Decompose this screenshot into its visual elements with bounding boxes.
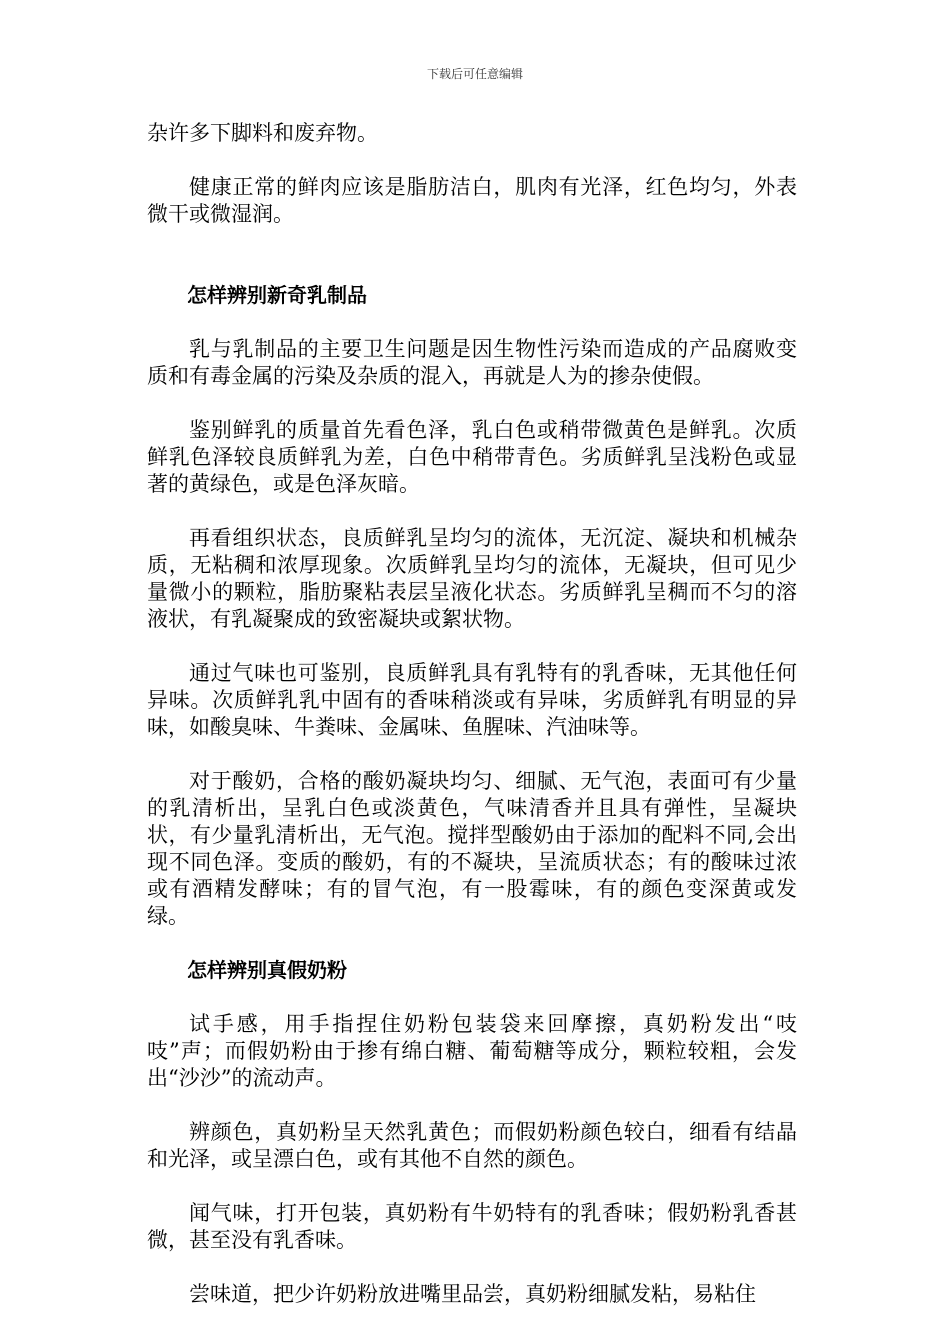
- paragraph-4: 再看组织状态，良质鲜乳呈均匀的流体，无沉淀、凝块和机械杂质，无粘稠和浓厚现象。次质鲜乳呈均匀的流体，无凝块，但可见少量微小的颗粒，脂肪聚粘表层呈液化状态。劣质鲜乳呈稠而不匀的溶液状，有乳凝聚成的致密凝块或絮状物。: [147, 526, 797, 631]
- paragraph-7: 试手感，用手指捏住奶粉包装袋来回摩擦，真奶粉发出“吱吱”声；而假奶粉由于掺有绵白糖、葡萄糖等成分，颗粒较粗，会发出“沙沙”的流动声。: [147, 1012, 797, 1090]
- paragraph-1: 健康正常的鲜肉应该是脂肪洁白，肌肉有光泽，红色均匀，外表微干或微湿润。: [147, 175, 797, 226]
- paragraph-0: 杂许多下脚料和废弃物。: [147, 121, 378, 145]
- section-heading-milk-powder: 怎样辨别真假奶粉: [187, 958, 347, 982]
- paragraph-10: 尝味道，把少许奶粉放进嘴里品尝，真奶粉细腻发粘，易粘住: [189, 1282, 756, 1306]
- page-header: 下载后可任意编辑: [426, 67, 523, 81]
- paragraph-9: 闻气味，打开包装，真奶粉有牛奶特有的乳香味；假奶粉乳香甚微，甚至没有乳香味。: [147, 1201, 797, 1252]
- section-heading-dairy: 怎样辨别新奇乳制品: [187, 283, 367, 307]
- document-body: [147, 120, 797, 1308]
- paragraph-8: 辨颜色，真奶粉呈天然乳黄色；而假奶粉颜色较白，细看有结晶和光泽，或呈漂白色，或有其他不自然的颜色。: [147, 1120, 797, 1171]
- paragraph-6: 对于酸奶，合格的酸奶凝块均匀、细腻、无气泡，表面可有少量的乳清析出，呈乳白色或淡黄色，气味清香并且具有弹性，呈凝块状，有少量乳清析出，无气泡。搅拌型酸奶由于添加的配料不同,会出现不同色泽。变质的酸奶，有的不凝块，呈流质状态；有的酸味过浓或有酒精发酵味；有的冒气泡，有一股霉味，有的颜色变深黄或发绿。: [147, 769, 797, 928]
- paragraph-2: 乳与乳制品的主要卫生问题是因生物性污染而造成的产品腐败变质和有毒金属的污染及杂质的混入，再就是人为的掺杂使假。: [147, 337, 797, 388]
- paragraph-3: 鉴别鲜乳的质量首先看色泽，乳白色或稍带微黄色是鲜乳。次质鲜乳色泽较良质鲜乳为差，白色中稍带青色。劣质鲜乳呈浅粉色或显著的黄绿色，或是色泽灰暗。: [147, 418, 797, 496]
- paragraph-5: 通过气味也可鉴别，良质鲜乳具有乳特有的乳香味，无其他任何异味。次质鲜乳乳中固有的香味稍淡或有异味，劣质鲜乳有明显的异味，如酸臭味、牛粪味、金属味、鱼腥味、汽油味等。: [147, 661, 797, 739]
